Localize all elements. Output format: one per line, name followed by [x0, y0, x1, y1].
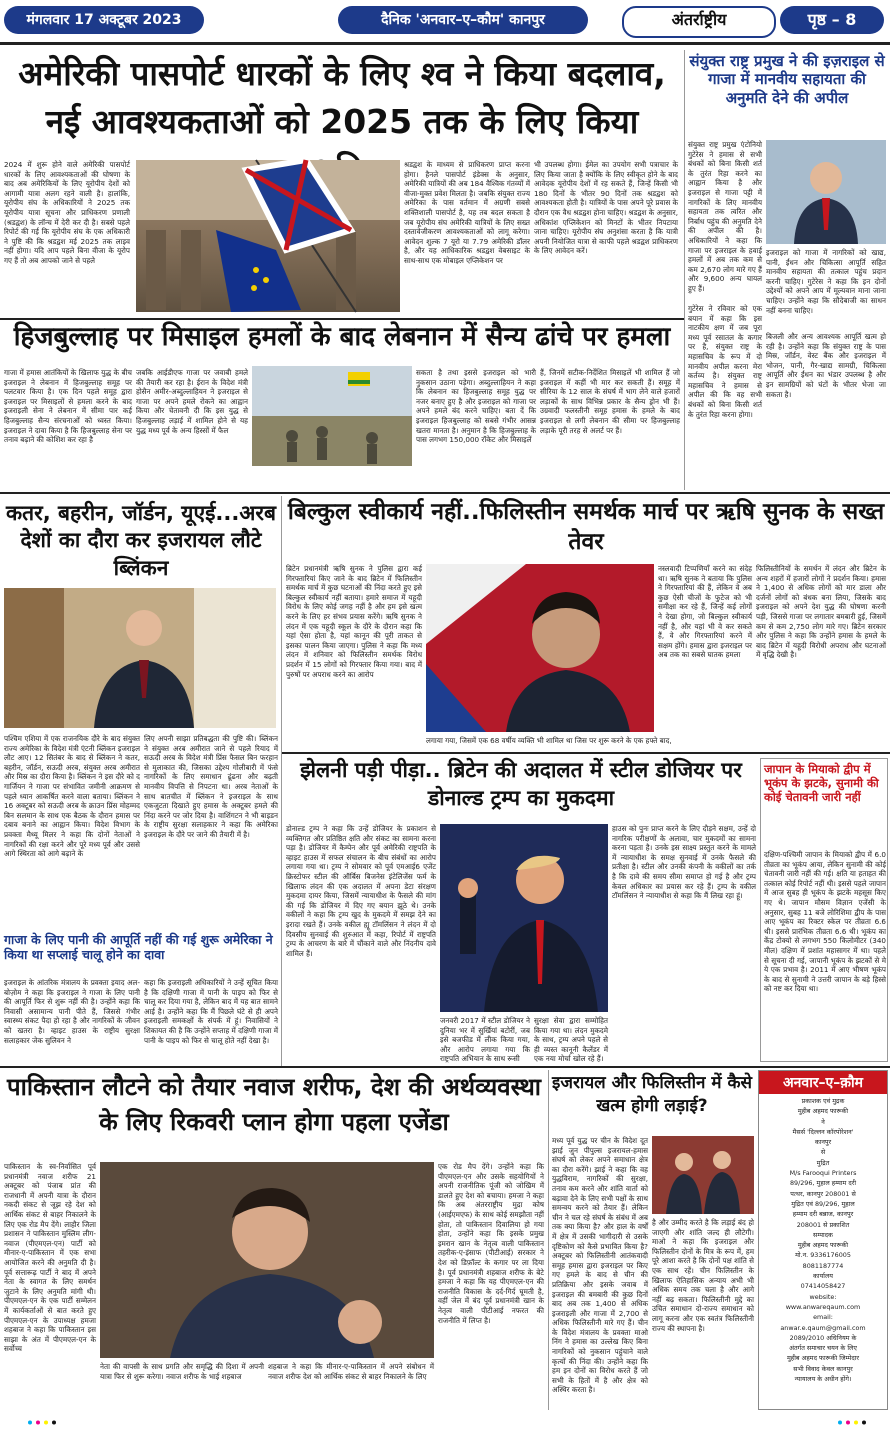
- story-text: भी उपलब्ध होगा। ईमेल का उपयोग सभी पत्राचार के लिए किया जाता है क्योंकि के लिए स्वीकृत होने के बाद आवेदक यूरोपीय देशों में रह सकते हैं, जिन्हें किसी भी 180 दिनों के भीतर 90 दिनों तक श्रडद्वश को आवश्यकता होती है। यात्रियों के पास अपने पूरे प्रवास के दौरान एक वैध श्रडद्वश होना चाहिए। श्रडद्वश के अनुसार, अधिकांश एप्लिकेशन को मिनटों के भीतर निपटाया जाना चाहिए। यूरोपीय संघ अनुशंसा करता है कि यात्री अपनी नियोजित यात्रा से काफी पहले श्रडद्वश प्राधिकरण के लिए आवेदन करें।: [534, 160, 678, 256]
- imprint-line: 8081187774: [802, 1261, 844, 1270]
- imprint-line: 2089/2010 अधिनियम के: [789, 1333, 857, 1342]
- imprint-line: website:: [809, 1292, 837, 1301]
- imprint-line: सभी विवाद केवल कानपुर: [793, 1364, 853, 1373]
- story-text: दक्षिण-पश्चिमी जापान के मियाको द्वीप में 6.0 तीव्रता का भूकंप आया, लेकिन सुनामी की कोई चेतावनी जारी नहीं की गई। क्षति या हताहत की तत्काल कोई रिपोर्ट नहीं थी। इससे पहले जापान में आज सुबह ही भूकंप के झटके महसूस किए गए थे। जापान मौसम विज्ञान एजेंसी के अनुसार, सुबह 11 बजे लोरिशिमा द्वीप के पास आए भूकंप का रिक्टर स्केल पर तीव्रता 6.6 थी। इससे प्रारंभिक तीव्रता 6.6 थी। भूकंप का केंद्र टोक्यो से लगभग 550 किलोमीटर (340 मील) दक्षिण में प्रशांत महासागर में था। पहले से सूचना दी गई, जापानी भूकंप के झटकों से मे ये एक प्रभाव है। 2011 में आए भीषण भूकंप के बाद से सुनामी ने उत्तरी जापान के बड़े हिस्से को नष्ट कर दिया था।: [764, 850, 886, 994]
- story-headline: हिजबुल्लाह पर मिसाइल हमलों के बाद लेबनान में सैन्य ढांचे पर हमला: [13, 322, 671, 352]
- story-text: एक रोड मैप देंगे। उन्होंने कहा कि पीएमएल-एन और उसके सहयोगियों ने अपनी राजनीतिक पूंजी को जोखिम में डालते हुए देश को बचाया। हमजा ने कहा कि अब अंतरराष्ट्रीय मुद्रा कोष (आईएमएफ) के साथ कोई समझौता नहीं होता, तो पाकिस्तान दिवालिया हो गया होता, उन्होंने कहा कि इसके प्रमुख इमरान खान के नेतृत्व वाली पाकिस्तान तहरीक-ए-इंसाफ (पीटीआई) सरकार ने देश को डिफ़ॉल्ट के कगार पर ला दिया है। पूर्व प्रधानमंत्री शहबाज शरीफ के बेटे हमजा ने कहा कि यह पीएमएल-एन की राजनीति विकास के दर्द-गिर्द घूमती है, वहीं जेल में बंद पूर्व प्रधानमंत्री खान के नेतृत्व वाली पीटीआई नफरत की राजनीति में लिप्त है।: [438, 1162, 544, 1325]
- sunak-image: [426, 564, 654, 732]
- imprint-line: न्यायालय के अधीन होंगे।: [794, 1375, 852, 1384]
- imprint-line: 89/296, मुहाल हम्माम दरी: [789, 1179, 857, 1188]
- story-text: नेता की वापसी के साथ प्रगति और समृद्धि की दिशा में अपनी यात्रा फिर से शुरू करेगा। नवाज शरीफ के भाई शहबाज: [100, 1362, 264, 1381]
- imprint-line: मो.न. 9336176005: [795, 1251, 851, 1260]
- imprint-box: [758, 1070, 888, 1410]
- story-headline: पाकिस्तान लौटने को तैयार नवाज शरीफ, देश की अर्थव्यवस्था के लिए रिकवरी प्लान होगा पहला एजेंडा: [7, 1073, 541, 1136]
- imprint-line: ने: [821, 1117, 825, 1126]
- story-text: मध्य पूर्व युद्ध पर चीन के विदेश दूत झाई जुन पीपुल्स इजरायल-हमास संघर्ष को लेकर अपने समाधान क्षेत्र का दौरा करेंगे। झाई ने कहा कि वह युद्धविराम, नागरिकों की सुरक्षा, तनाव कम करने और शांति वार्ता को बढ़ावा देने के लिए सभी पक्षों के साथ समन्वय करने को तैयार हैं। लेकिन चीन ने चल रहे संघर्ष के संबंध में अब तक क्या किया है? और हाल के वर्षों में क्षेत्र में उसकी भागीदारी से उसके दृष्टिकोण को कैसे प्रभावित किया है? अक्टूबर को फिलिस्तीनी आतंकवादी समूह हमास द्वारा इजराइल पर किए गए हमले के बाद से चीन की प्रतिक्रिया और इसके जवाब में इजराइल की बमबारी की कुछ दिनों बाद अब तक 1,400 से अधिक इजराइली और गाजा में 2,700 से अधिक फिलिस्तीनी मारे गए हैं। चीन के विदेश मंत्रालय के प्रवक्ता माओ निंग ने हमास का उल्लेख किए बिना नागरिकों को नुकसान पहुंचाने वाले कृत्यों की निंदा की। उन्होंने कहा कि हम इन दोनों का विरोध करते हैं जो सभी के हितों में है और क्षेत्र को अस्थिर करता है।: [552, 1136, 648, 1395]
- story-text: नस्लवादी टिप्पणियाँ करने का संदेह था। ऋषि सुनक ने बताया कि पुलिस ने गिरफ्तारियां की हैं, लेकिन वे अब कुछ ऐसी चीजों के फुटेज को भी समीक्षा कर रहे हैं, जिन्हें कई लोगों ने देखा होगा, जो बिल्कुल स्वीकार्य नहीं है, और यहां भी वे कर सकते हैं, वे और गिरफ्तारियां करने में सक्षम होंगे। हमास द्वारा इजराइल पर अब तक का सबसे घातक हमला: [658, 564, 752, 660]
- story-text: ब्रिटेन प्रधानमंत्री ऋषि सुनक ने पुलिस द्वारा कई गिरफ्तारियां किए जाने के बाद ब्रिटेन में फिलिस्तीन समर्थक मार्च में कुछ घटनाओं की निंदा करते हुए इसे बिल्कुल स्वीकार्य नहीं बताया। हमारे समाज में यहूदी विरोध के लिए कोई जगह नहीं है और हम इसे खत्म करने के लिए हर संभव प्रयास करेंगे। ऋषि सुनक ने लंदन में एक यहूदी स्कूल के दौरे के दौरान कहा कि यहां ऐसा होता है, यहां कानून की पूरी ताकत से इसका पालन किया जाएगा। पुलिस ने कहा कि मध्य लंदन में शनिवार को फिलिस्तीन समर्थक विरोध प्रदर्शन में 15 लोगों को गिरफ्तार किया गया। बाद में पुरुषों पर अपराध करने का आरोप: [286, 564, 422, 679]
- sidebar-text: इजराइल को गाजा में नागरिकों को खाद्य, पानी, ईंधन और चिकित्सा आपूर्ति सहित मानवीय सहायता की तत्काल पहुंच प्रदान करनी चाहिए। गुटेरेस ने कहा कि इन दोनों उद्देश्यों को अपने आप में मूल्यवान माना जाना चाहिए। उन्होंने कहा कि सौदेबाजी का साधन नहीं बनना चाहिए।: [766, 248, 886, 315]
- story-text: 2024 में शुरू होने वाले अमेरिकी पासपोर्ट धारकों के लिए आवश्यकताओं की घोषणा के बाद अब अमेरिकियों के लिए यूरोपीय देशों को आगामी यात्रा अलग रहने वाली है। हालांकि, यूरोपीय संघ के अधिकारियों ने 2025 तक यूरोपीय यात्रा सूचना और प्राधिकरण प्रणाली (श्रडद्वश) के लॉन्च में देरी कर दी है। सबसे पहले रिपोर्ट की गई कि यूरोपीय संघ के एक अधिकारी ने पुष्टि की कि श्रडद्वश मई 2025 तक लाइव नहीं होगा। यदि आप पहले बिना वीजा के यूरोप गए हैं तो अब आपको जाने से पहले: [4, 160, 130, 265]
- flags-photo: [136, 160, 400, 312]
- blinken-photo: [4, 588, 276, 728]
- date-pill: मंगलवार 17 अक्टूबर 2023: [4, 6, 204, 34]
- trump-photo: [440, 824, 608, 1012]
- story-text: श्रडद्वश के माध्यम से प्राधिकरण प्राप्त करना होगा। हैनले पासपोर्ट इंडेक्स के अनुसार, अमेरिकी यात्रियों की अब 184 वैश्विक गंतव्यों में वीजा-मुक्त प्रवेश मिलता है। जबकि संयुक्त राज्य अमेरिका के पास वर्तमान में अग्रणी सबसे शक्तिशाली पासपोर्ट है, यह तब बदल सकता है जब यूरोपीय संघ अमेरिकी यात्रियों के लिए सख्त दस्तावेजीकरण आवश्यकताओं को लागू करेगा। आवेदन शुल्क 7 यूरो या 7.79 अमेरिकी डॉलर है, और यह आधिकारिक श्रडद्वश वेबसाइट के साथ-साथ एक मोबाइल एप्लिकेशन पर: [404, 160, 530, 265]
- story-text: जनवरी 2017 में स्टील डोजियर ने दुनिया भर में सुर्खियां बटोरीं, जब इसे बजफीड में लीक किया गया, और आरोप लगाया गया कि राष्ट्रपति अभियान के साथ रूसी: [440, 1016, 530, 1064]
- story-headline: झेलनी पड़ी पीड़ा.. ब्रिटेन की अदालत में स्टील डोजियर पर डोनाल्ड ट्रम्प का मुकदमा: [300, 758, 742, 811]
- story-headline: कतर, बहरीन, जॉर्डन, यूएई...अरब देशों का दौरा कर इजरायल लौटे ब्लिंकन: [6, 501, 276, 580]
- sidebar-text: गुटेरेस ने रविवार को एक बयान में कहा कि इस नाटकीय क्षण में जब पूरा मध्य पूर्व रसातल के कगार पर है, संयुक्त राष्ट्र के महासचिव के रूप में दो मानवीय अपील करना मेरा कर्तव्य है। संयुक्त राष्ट्र महासचिव ने हमास से अपील की कि वह सभी बंधकों को बिना किसी शर्त के तुरंत रिहा करना होगा।: [688, 304, 762, 419]
- imprint-line: मुद्रित: [816, 1158, 830, 1167]
- story-headline: जापान के मियाको द्वीप में भूकंप के झटके, सुनामी की कोई चेतावनी जारी नहीं: [764, 762, 879, 805]
- section-rule: [282, 752, 890, 754]
- imprint-line: 07414058427: [800, 1282, 846, 1291]
- section-rule: [0, 1066, 890, 1068]
- imprint-line: अंतर्गत समाचार चयन के लिए: [789, 1344, 857, 1353]
- imprint-line: कानपुर: [814, 1138, 832, 1147]
- column-divider: [548, 1070, 549, 1410]
- story-text: फिलिस्तीनियों के समर्थन में लंदन और ब्रिटेन के अन्य शहरों में हजारों लोगों ने प्रदर्शन किया। हमास ने 1,400 से अधिक लोगों को मार डाला और दर्जनों लोगों को बंधक बना लिया, जिसके बाद इजराइल को अपने देश युद्ध की घोषणा करनी पड़ी, जिससे गाजा पर लगातार बमबारी हुई, जिसमें कम से कम 2,750 लोग मारे गए। ब्रिटेन सरकार और पुलिस ने कहा कि उन्होंने हमास के हमले के बाद ब्रिटेन में यहूदी विरोधी अपराध और घटनाओं में वृद्धि देखी है।: [756, 564, 886, 660]
- photo-caption: लगाया गया, जिसमें एक 68 वर्षीय व्यक्ति भी शामिल था जिस पर शुरू करने के एक हफ्ते बाद,: [426, 736, 672, 745]
- story-text: है और उम्मीद करते है कि लड़ाई बंद हो जाएगी और शांति जल्द ही लौटेगी। माओ ने कहा कि इजराइल और फिलिस्तीन दोनों के मित्र के रूप में, हम पूरे आशा करते है कि दोनों पक्ष शांति से एक साथ रहें। चीन फिलिस्तीन के खिलाफ ऐतिहासिक अन्याय अभी भी अधिक समय तक चला है और आगे नहीं बढ़ सकता। फिलिस्तीनी मुद्दे का उचित समाधान दो-राज्य समाधान को लागू करना और एक स्वतंत्र फिलिस्तीनी राज्य की स्थापना है।: [652, 1218, 754, 1333]
- story-text: हैं, जिनमें सटीक-निर्देशित मिसाइलें भी शामिल हैं जो इजराइल में कहीं भी मार कर सकती हैं। समूह में सीरिया के 12 साल के संघर्ष में भाग लेने वाले हजारों लड़ाकों के साथ विभिन्न प्रकार के सैन्य ड्रोन भी हैं। उग्रवादी फलस्तीनी समूह हमास के हमले के बाद इजराइल से लगी लेबनान की सीमा पर हिजबुल्लाह लड़ाके पूरी तरह से अलर्ट पर हैं।: [540, 368, 680, 435]
- story-text: कहा कि इजराइली अधिकारियों ने उन्हें सूचित किया है कि दक्षिणी गाजा में पानी के पाइप को फिर से चालू कर दिया गया है, लेकिन बाद में यह बात सामने आई है। उन्होंने कहा कि मैं पिछले घंटे से ही अपने इजराइली समकक्षों के संपर्क में हूं। निवासियों ने शिकायत की है कि उन्होंने सप्ताह में दक्षिणी गाजा में पानी के पाइप को फिर से चालू होते नहीं देखा है।: [144, 978, 278, 1045]
- imprint-line: प्रकाशक एवं मुद्रक: [801, 1097, 845, 1105]
- guterres-photo: [766, 140, 886, 244]
- story-text: हाउस को पुनः प्राप्त करने के लिए दौड़ने सक्षम, उन्हें दो नागरिक परीक्षणों के अलावा, चार मुकदमों का सामना करना पड़ता है। उनके इस साक्ष्य प्रस्तुत करने के मामले में न्यायाधीश के समक्ष सुनवाई में उनके फैसले की प्रतीक्षा है। स्टील और उनकी कंपनी के वकीलों का तर्क है कि दावे की समय सीमा समाप्त हो गई है और ट्रम्प केवल अधिकार का प्रयास कर रहे हैं। ट्रम्प के वकील टॉमलिंसन ने न्यायाधीश से कहा कि मैं लिख रहा हूं।: [612, 824, 756, 901]
- guterres-image: [766, 140, 886, 244]
- registration-strip: [0, 1410, 890, 1415]
- nawaz-image: [100, 1162, 434, 1358]
- section-pill: अंतर्राष्ट्रीय: [622, 6, 776, 38]
- nawaz-photo: [100, 1162, 434, 1358]
- imprint-line: सम्पादक: [813, 1230, 833, 1239]
- imprint-line: मुहीब अहमद फारूकी: [797, 1241, 849, 1250]
- xi-abbas-image: [652, 1136, 754, 1214]
- story-text: पाकिस्तान के स्व-निर्वासित पूर्व प्रधानमंत्री नवाज शरीफ 21 अक्टूबर को पंजाब प्रांत की राजधानी में अपनी यात्रा के दौरान नकदी संकट से जूझ रहे देश को आर्थिक संकट से बाहर निकालने के लिए एक रोड मैप देंगे। लाहौर जिला प्रशासन ने पाकिस्तान मुस्लिम लीग-नवाज (पीएमएल-एन) पार्टी को मीनार-ए-पाकिस्तान में एक सभा आयोजित करने की अनुमति दी है। पूर्व सत्तारूढ़ पार्टी ने बाद में अपने नेता के स्वागत के लिए समर्थन जुटाने के लिए अनुमति मांगी थी। पीएमएल-एन के एक पार्टी सम्मेलन में कार्यकर्ताओं से बात करते हुए पीएमएल-एन के उपाध्यक्ष हमजा शहबाज ने कहा कि पाकिस्तान इस साझा के अंत में पीएमएल-एन के सर्वोच्च: [4, 1162, 96, 1354]
- imprint-line: मैसर्स 'दिल्लन कॉरपोरेशन': [792, 1127, 854, 1136]
- imprint-line: हम्माम दरी बन्नाज, कानपुर: [792, 1210, 854, 1219]
- story-text: डोनाल्ड ट्रम्प ने कहा कि उन्हें डोजियर के प्रकाशन से व्यक्तिगत और प्रतिष्ठित क्षति और संकट का सामना करना पड़ा है। डोजियर में कैम्पेन और पूर्व अमेरिकी राष्ट्रपति के व्हाइट हाउस में सफल संचालन के बीच संबंधों का आरोप लगाया गया था। ट्रम्प ने सोमवार को पूर्व एमआई6 एजेंट क्रिस्टोफर स्टील की ऑर्बिस बिजनेस इंटेलिजेंस फर्म के खिलाफ लंदन की एक अदालत में अपना डेटा संरक्षण मुकदमा दायर किया, जिसमें न्यायाधीश के फैसले की मांग की गई कि डोजियर में दिए गए बयान झूठे थे। उनके वकीलों ने कहा कि ट्रम्प खुद के मुकदमे में समझ देने का इरादा रखते हैं। उनके वकील ह्यू टॉमलिंसन ने लंदन में दो दिवसीय सुनवाई की शुरुआत में कहा, रिपोर्ट में राष्ट्रपति ट्रम्प के आचरण के बारे में चौंकाने वाले और निंदनीय दावे शामिल हैं।: [286, 824, 436, 958]
- story-text: पश्चिम एशिया में एक राजनयिक दौरे के बाद संयुक्त राज्य अमेरिका के विदेश मंत्री एंटनी ब्लिंकन इजराइल लौट आए। 12 सितंबर के बाद से ब्लिंकन ने कतर, बहरीन, जॉर्डन, सऊदी अरब, संयुक्त अरब अमीरात और मिस्र का दौरा किया है। ब्लिंकन ने इस दौरे को द गार्जियन ने गाजा पर संभावित जमीनी आक्रमण से पहले ध्यान आकर्षित करने वाला बताया। ब्लिंकन ने 16 अक्टूबर को सऊदी अरब के क्राउन प्रिंस मोहम्मद बिन सलमान के साथ एक बैठक के दौरान हमास पर दबाव बनाने का आह्वान किया। विदेश विभाग के प्रवक्ता मैथ्यू मिलर ने कहा कि दोनों नेताओं ने नागरिकों की रक्षा करने और पूरे मध्य पूर्व और उससे आगे स्थिरता को आगे बढ़ाने के: [4, 734, 140, 859]
- imprint-line: M/s Farooqui Printers: [789, 1169, 857, 1178]
- story-headline: बिल्कुल स्वीकार्य नहीं..फिलिस्तीन समर्थक मार्च पर ऋषि सुनक के सख्त तेवर: [287, 499, 885, 555]
- blinken-image: [4, 588, 276, 728]
- page-header: [0, 0, 890, 40]
- story-headline: इजरायल और फिलिस्तीन में कैसे खत्म होगी लड़ाई?: [552, 1073, 753, 1116]
- flags-image: [136, 160, 400, 312]
- story-text: गाजा में हमास आतंकियों के खिलाफ युद्ध के बीच इजराइल ने लेबनान में हिजबुल्लाह समूह पर पलटवार किया है। एक दिन पहले समूह द्वारा इजराइल पर मिसाइलों से हमला करने के बाद इजराइली सेना ने लेबनान में सीमा पार कई हिजबुल्लाह सैन्य संरचनाओं को ध्वस्त किया। इजराइल ने दावा किया है कि हिजबुल्लाह सेना पर तनाव बढ़ाने की कोशिश कर रहा है: [4, 368, 132, 445]
- section-rule: [0, 318, 684, 320]
- story-headline: गाजा के लिए पानी की आपूर्ति नहीं की गई शुरू अमेरिका ने किया था सप्लाई चालू होने का दावा: [4, 932, 273, 963]
- story-text: सकता है तथा इससे इजराइल को भारी नुकसान उठाना पड़ेगा। अब्दुल्लाहियन ने कहा कि लेबनान का हिजबुल्लाह समूह युद्ध पर नजर बनाए हुए है और इजराइल को गाजा पर अपने हमले बंद करने चाहिए। बता दें कि इजराइल हिजबुल्लाह को सबसे गंभीर आसन्न खतरा मानता है। अनुमान है कि हिजबुल्लाह के पास लगभग 150,000 रॉकेट और मिसाइलें: [416, 368, 536, 445]
- registration-marks: [0, 1420, 890, 1425]
- trump-image: [440, 824, 608, 1012]
- imprint-line: anwar.e.qaum@gmail.com: [780, 1323, 866, 1332]
- imprint-lines: [759, 1094, 887, 1386]
- xi-abbas-photo: [652, 1136, 754, 1214]
- column-divider: [684, 50, 685, 490]
- imprint-line: email:: [813, 1313, 833, 1322]
- sunak-photo: [426, 564, 654, 732]
- imprint-line: कार्यालय: [813, 1272, 833, 1281]
- imprint-line: www.anwareqaum.com: [785, 1302, 861, 1311]
- imprint-line: पत्थर, कानपुर 208001 से: [790, 1189, 856, 1198]
- imprint-title: अनवार–ए–क़ौम: [759, 1071, 887, 1094]
- lebanon-image: [252, 366, 412, 466]
- imprint-line: मुहीब अहमद फारूकी जिम्मेदार: [786, 1354, 859, 1363]
- header-rule: [0, 42, 890, 45]
- page-number-pill: पृष्ठ – 8: [780, 6, 884, 34]
- story-text: जबकि आईडीएफ गाजा पर जवाबी हमले की तैयारी कर रहा है। ईरान के विदेश मंत्री होसैन अमीर-अब्दुल्लाहियन ने इजराइल से गाजा पर अपने हमले रोकने का आह्वान किया और चेतावनी दी कि इस युद्ध से हिजबुल्लाह लड़ाई में शामिल होने से यह युद्ध मध्य पूर्व के अन्य हिस्सों में फैल: [136, 368, 248, 435]
- sidebar-headline: संयुक्त राष्ट्र प्रमुख ने की इज़राइल से गाजा में मानवीय सहायता की अनुमति देने की अपील: [689, 52, 885, 107]
- paper-name-pill: दैनिक 'अनवार–ए–कौम' कानपुर: [338, 6, 588, 34]
- sidebar-text: संयुक्त राष्ट्र प्रमुख एंटोनियो गुटेरेस ने हमास से सभी बंधकों को बिना किसी शर्त के तुरंत रिहा करने का आह्वान किया है और इजराइल से गाजा पट्टी में नागरिकों के लिए मानवीय सहायता तक त्वरित और निर्बाध पहुंच की अनुमति देने की अपील की है। अधिकारियों ने कहा कि गाजा पर इजराइल के हवाई हमलों में अब तक कम से कम 2,670 लोग मारे गए हैं और 9,600 अन्य घायल हुए हैं।: [688, 140, 762, 293]
- column-divider: [281, 496, 282, 1066]
- story-text: इजराइल के आंतरिक मंत्रालय के प्रवक्ता इयाद अल-बोज़ोम ने कहा कि इजराइल ने गाजा के लिए पानी की आपूर्ति फिर से शुरू नहीं की है। उन्होंने कहा कि निवासी असामान्य पानी पीते हैं, जिससे गंभीर स्वास्थ्य संकट पैदा हो रहा है और नागरिकों के जीवन को खतरा है। व्हाइट हाउस के राष्ट्रीय सुरक्षा सलाहकार जेक सुलिवन ने: [4, 978, 140, 1045]
- lebanon-photo: [252, 366, 412, 466]
- imprint-line: मुहीब अहमद फारूकी: [797, 1107, 849, 1116]
- imprint-line: से: [820, 1148, 826, 1157]
- imprint-line: मुद्रित एवं 89/296, मुहाल: [791, 1199, 855, 1208]
- story-text: लिए अपनी साझा प्रतिबद्धता की पुष्टि की। ब्लिंकन ने संयुक्त अरब अमीरात जाने से पहले रियाद में सऊदी अरब के विदेश मंत्री प्रिंस फैसल बिन फरहान से मुलाकात की, जिसका उद्देश्य गोलीबारी में फंसे नागरिकों के लिए समाधान ढूंढना और बढ़ती मानवीय विपत्ति से निपटना था। अरब नेताओं के साथ बातचीत में ब्लिंकन ने इजराइल के साथ एकजुटता दिखाते हुए हमास के अक्टूबर हमले की निंदा करने पर जोर दिया है। वाशिंगटन ने भी बाइडन के राष्ट्रीय सुरक्षा सलाहकार ने कहा कि अमेरिका इजराइल के दौरे पर जाने की तैयारी में है।: [144, 734, 278, 839]
- section-rule: [0, 492, 890, 494]
- story-headline: अमेरिकी पासपोर्ट धारकों के लिए श्व ने किया बदलाव, नई आवश्यकताओं को 2025 तक के लिए किया: [18, 54, 666, 141]
- imprint-line: 208001 से प्रकाशित: [796, 1220, 850, 1229]
- story-text: सुरक्षा सेवा द्वारा सम्मोहित किया गया था। लंदन मुकदमे के साथ, ट्रम्प अपने पहले से ही व्यस्त कानूनी कैलेंडर में एक नया मोर्चा खोल रहे हैं।: [534, 1016, 608, 1064]
- story-text: शहबाज ने कहा कि मीनार-ए-पाकिस्तान में अपने संबोधन में नवाज शरीफ देश को आर्थिक संकट से बाहर निकालने के लिए: [268, 1362, 434, 1381]
- sidebar-text: बिजली और अन्य आवश्यक आपूर्ति खत्म हो रही है। उन्होंने कहा कि संयुक्त राष्ट्र के पास मिस्र, जॉर्डन, वेस्ट बैंक और इजराइल में भोजन, पानी, गैर-खाद्य सामग्री, चिकित्सा आपूर्ति और ईंधन का भंडार उपलब्ध है और इन सामग्रियों को घंटों के भीतर भेजा जा सकता है।: [766, 332, 886, 399]
